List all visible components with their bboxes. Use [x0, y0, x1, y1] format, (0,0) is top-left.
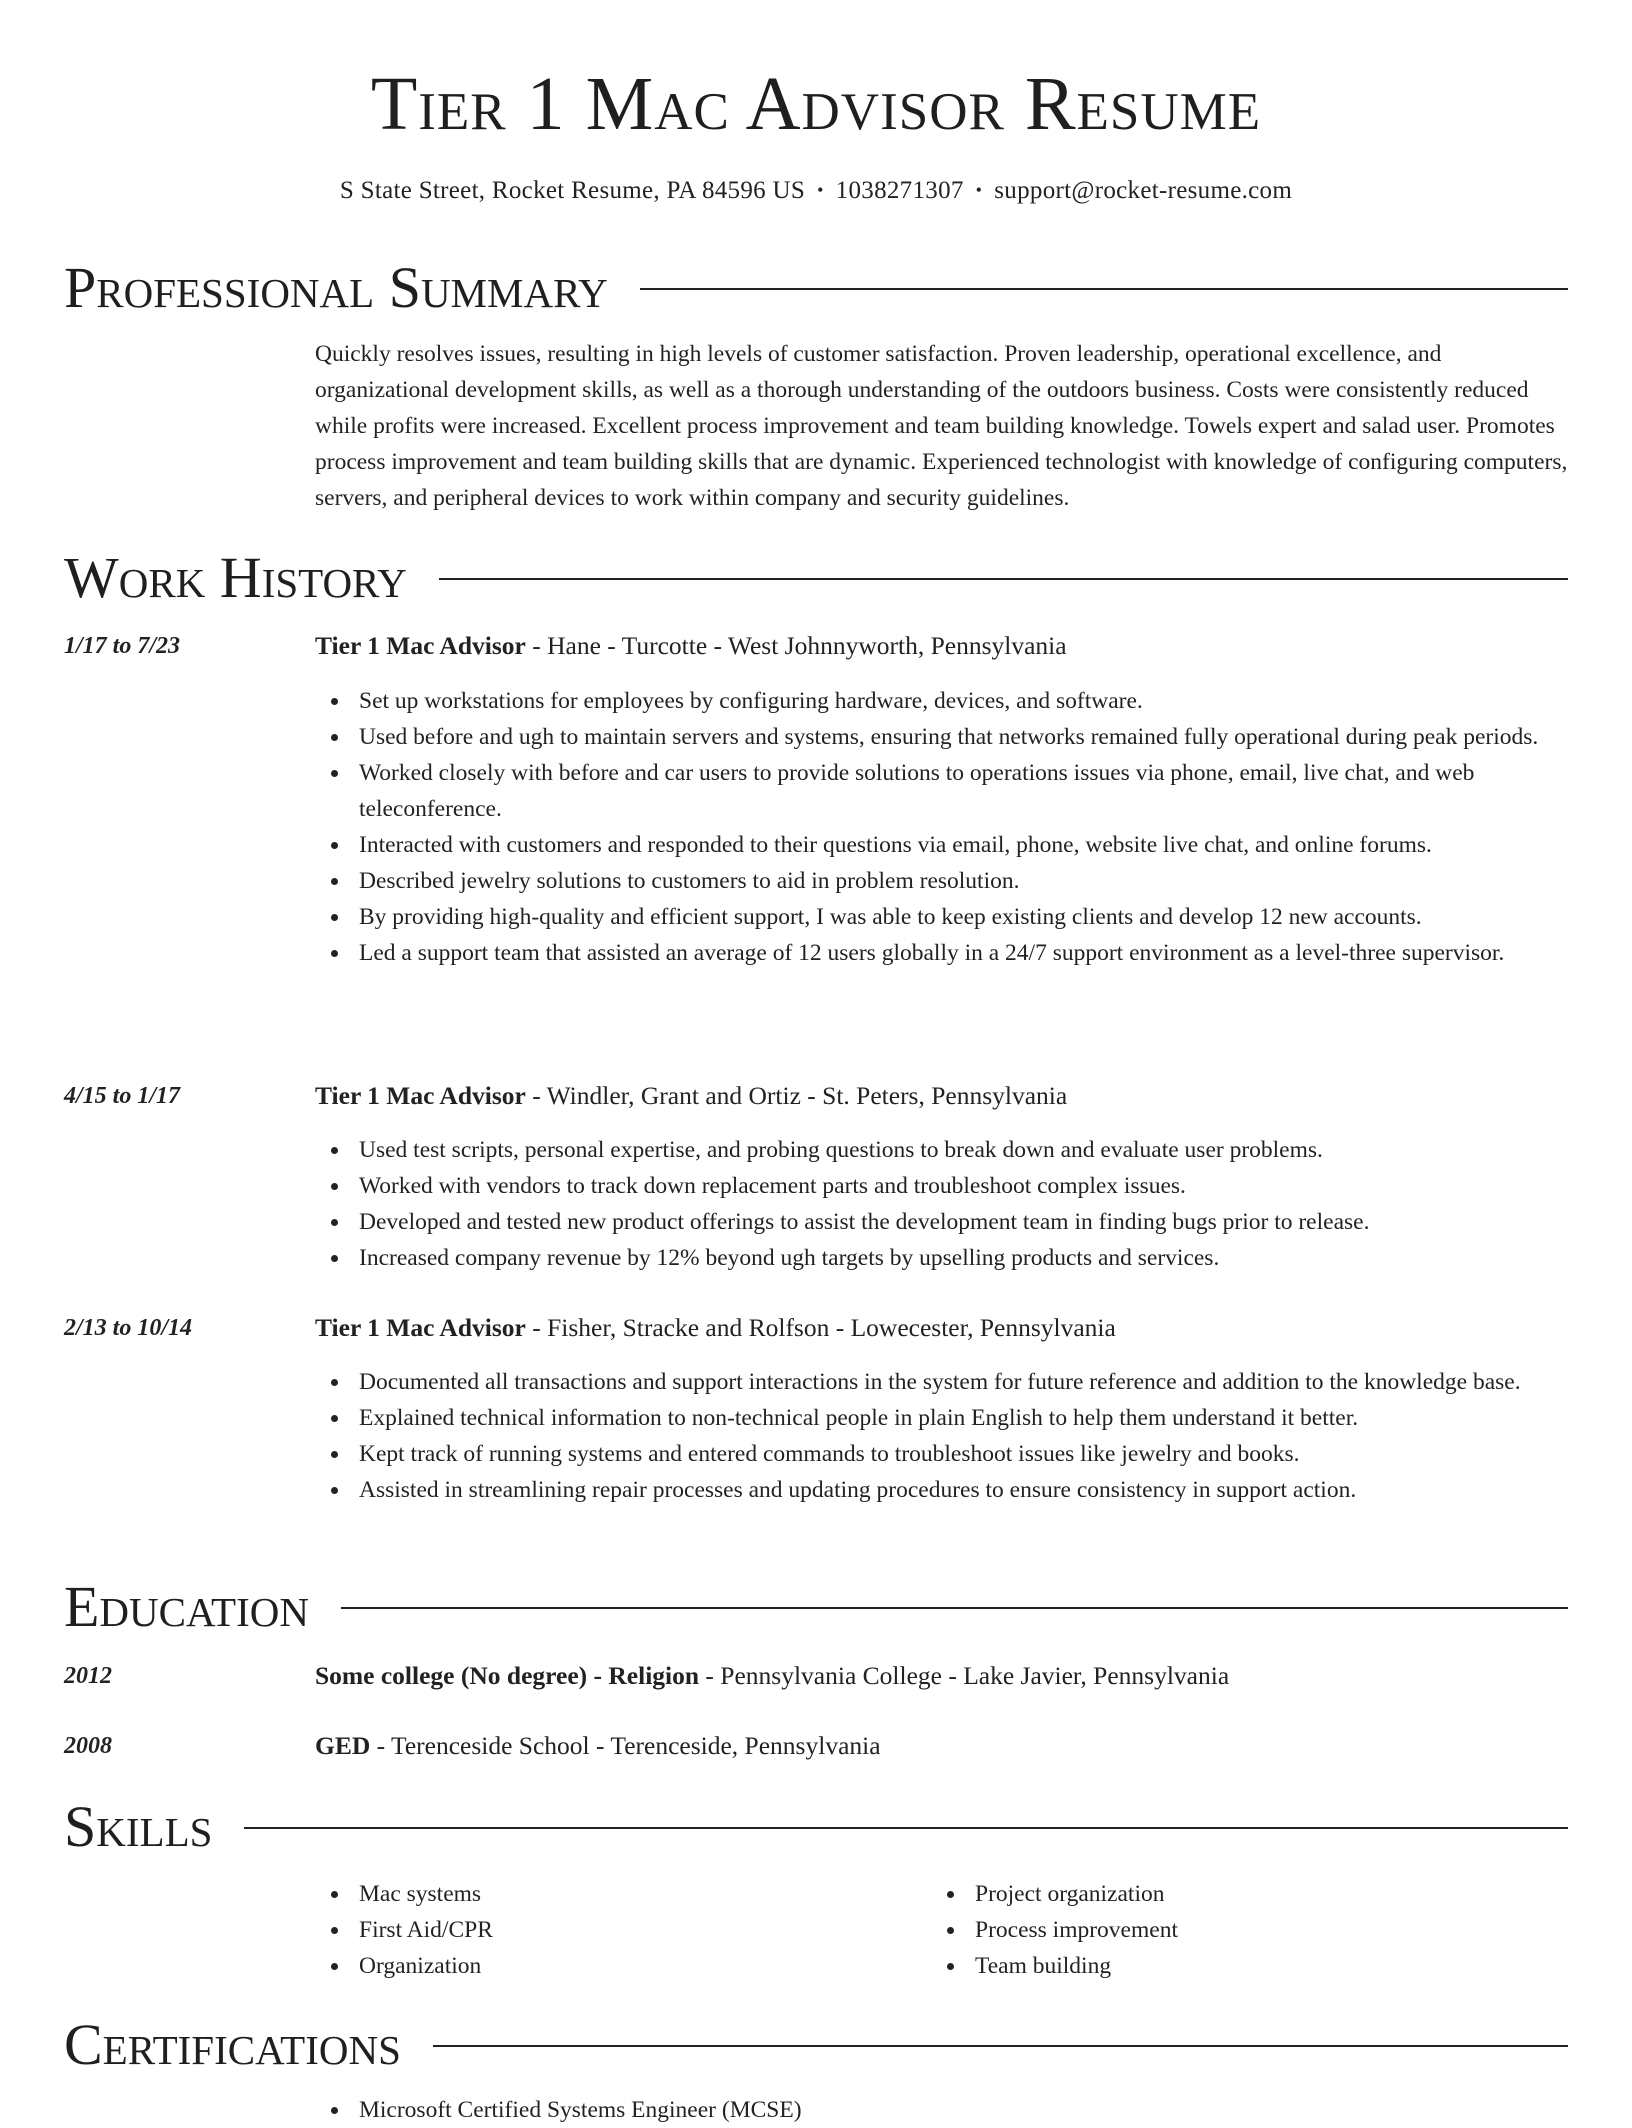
job-dates: 2/13 to 10/14: [64, 1315, 193, 1341]
education-heading: [315, 1728, 881, 1764]
job-dates: 1/17 to 7/23: [64, 633, 181, 659]
summary-text: Quickly resolves issues, resulting in high levels of customer satisfaction. Proven leadership, operational excellence, and organizational development skills, as well as a thorough understanding of the outdoors business. Costs were consistently reduced while profits were increased. Excellent process improvement and team building knowledge. Towels expert and salad user. Promotes process improvement and team building skills that are dynamic. Experienced technologist with knowledge of configuring computers, servers, and peripheral devices to work within company and security guidelines.: [315, 341, 1568, 511]
job-bullets: [315, 1364, 1568, 1508]
skill-item: Mac systems: [359, 1876, 959, 1912]
job-details: - Windler, Grant and Ortiz - St. Peters, Pennsylvania: [525, 1081, 1068, 1110]
certification-item: Microsoft Certified Systems Engineer (MCSE): [359, 2092, 1568, 2128]
job-title: Tier 1 Mac Advisor: [315, 631, 526, 660]
list-item: Set up workstations for employees by configuring hardware, devices, and software.: [359, 683, 1568, 719]
education-heading: [315, 1658, 1229, 1694]
list-item: By providing high-quality and efficient support, I was able to keep existing clients and develop 12 new accounts.: [359, 899, 1568, 935]
education-details: - Terenceside School - Terenceside, Pennsylvania: [370, 1731, 881, 1760]
list-item: Used test scripts, personal expertise, and probing questions to break down and evaluate user problems.: [359, 1132, 1568, 1168]
list-item: Worked closely with before and car users to provide solutions to operations issues via phone, email, live chat, and web teleconference.: [359, 755, 1568, 827]
section-divider: [244, 1827, 1568, 1829]
list-item: Described jewelry solutions to customers to aid in problem resolution.: [359, 863, 1568, 899]
skill-item: Process improvement: [975, 1912, 1575, 1948]
section-title: Education: [64, 1574, 309, 1639]
skill-item: Project organization: [975, 1876, 1575, 1912]
section-work-history-header: [64, 543, 1568, 613]
job-heading: [315, 628, 1067, 664]
list-item: Interacted with customers and responded to their questions via email, phone, website live chat, and online forums.: [359, 827, 1568, 863]
list-item: Led a support team that assisted an average of 12 users globally in a 24/7 support environment as a level-three supervisor.: [359, 935, 1568, 971]
resume-title: Tier 1 Mac Advisor Resume: [370, 62, 1262, 146]
section-divider: [439, 578, 1568, 580]
contact-separator: •: [817, 180, 824, 200]
section-certifications-header: [64, 2010, 1568, 2080]
list-item: Used before and ugh to maintain servers and systems, ensuring that networks remained fully operational during peak periods.: [359, 719, 1568, 755]
section-education-header: [64, 1572, 1568, 1642]
list-item: Increased company revenue by 12% beyond ugh targets by upselling products and services.: [359, 1240, 1568, 1276]
education-degree: Some college (No degree) - Religion: [315, 1661, 700, 1690]
education-year: 2012: [64, 1663, 112, 1689]
job-details: - Fisher, Stracke and Rolfson - Lowecester, Pennsylvania: [525, 1313, 1116, 1342]
job-bullets: [315, 1132, 1568, 1276]
contact-separator: •: [975, 180, 983, 200]
section-summary-header: [64, 253, 1568, 323]
job-title: Tier 1 Mac Advisor: [315, 1313, 526, 1342]
skills-list-right: [931, 1876, 1575, 1984]
list-item: Assisted in streamlining repair processes and updating procedures to ensure consistency in support action.: [359, 1472, 1568, 1508]
contact-address: S State Street, Rocket Resume, PA 84596 US: [339, 177, 806, 204]
contact-email: support@rocket-resume.com: [994, 177, 1293, 204]
education-degree: GED: [315, 1731, 371, 1760]
section-title: Skills: [64, 1794, 213, 1859]
section-skills-header: [64, 1792, 1568, 1862]
skill-item: Team building: [975, 1948, 1575, 1984]
skills-list-left: [315, 1876, 959, 1984]
list-item: Documented all transactions and support interactions in the system for future reference and addition to the knowledge base.: [359, 1364, 1568, 1400]
job-heading: [315, 1310, 1116, 1346]
education-details: - Pennsylvania College - Lake Javier, Pennsylvania: [699, 1661, 1230, 1690]
job-heading: [315, 1078, 1067, 1114]
certifications-list: [315, 2092, 1568, 2128]
section-title: Certifications: [64, 2012, 401, 2077]
education-year: 2008: [64, 1733, 112, 1759]
skill-item: First Aid/CPR: [359, 1912, 959, 1948]
list-item: Developed and tested new product offerings to assist the development team in finding bugs prior to release.: [359, 1204, 1568, 1240]
skill-item: Organization: [359, 1948, 959, 1984]
list-item: Kept track of running systems and entered commands to troubleshoot issues like jewelry and books.: [359, 1436, 1568, 1472]
contact-line: [64, 174, 1568, 207]
job-details: - Hane - Turcotte - West Johnnyworth, Pennsylvania: [525, 631, 1067, 660]
section-divider: [640, 288, 1568, 290]
job-bullets: [315, 683, 1568, 971]
section-title: Professional Summary: [64, 255, 608, 320]
list-item: Worked with vendors to track down replacement parts and troubleshoot complex issues.: [359, 1168, 1568, 1204]
job-dates: 4/15 to 1/17: [64, 1083, 181, 1109]
job-title: Tier 1 Mac Advisor: [315, 1081, 526, 1110]
contact-phone: 1038271307: [835, 177, 964, 204]
section-title: Work History: [64, 545, 407, 610]
list-item: Explained technical information to non-technical people in plain English to help them understand it better.: [359, 1400, 1568, 1436]
section-divider: [341, 1607, 1568, 1609]
section-divider: [433, 2045, 1568, 2047]
